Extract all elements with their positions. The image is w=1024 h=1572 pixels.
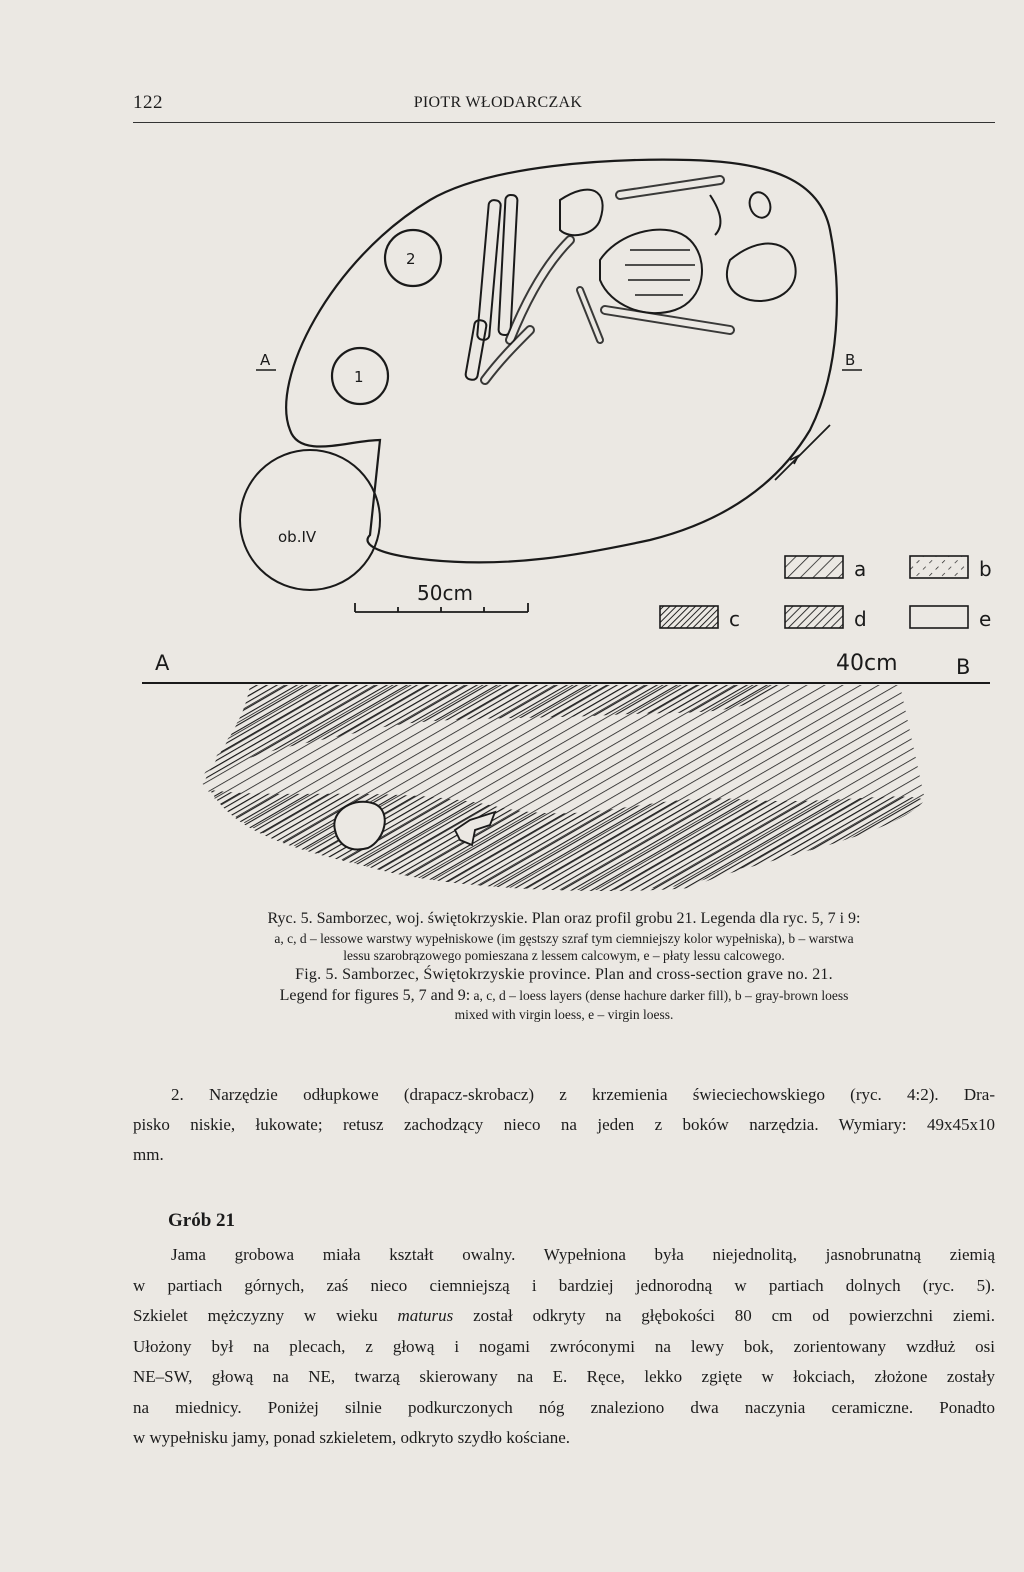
legend-label-a: a bbox=[854, 557, 867, 581]
grave-description bbox=[133, 1240, 995, 1454]
page-number: 122 bbox=[133, 92, 163, 113]
grave-line3-term: maturus bbox=[397, 1306, 454, 1325]
grave-line4: Ułożony był na plecach, z głową i nogami zwróconymi na lewy bok, zorientowany wzdłuż osi bbox=[133, 1336, 995, 1356]
feature-ob-iv bbox=[240, 450, 380, 590]
page-header bbox=[133, 92, 995, 123]
running-head-text: PIOTR WŁODARCZAK bbox=[413, 94, 583, 111]
grave-plan-figure bbox=[130, 140, 1000, 900]
grave-line3-b: został odkryty na głębokości 80 cm od powierzchni ziemi. bbox=[453, 1306, 995, 1325]
legend-label-b: b bbox=[979, 557, 992, 581]
profile-scale-label: 40cm bbox=[836, 651, 898, 676]
legend-swatch-e bbox=[910, 606, 968, 628]
plan-scale-label: 50cm bbox=[417, 581, 473, 605]
running-head bbox=[133, 94, 995, 112]
grave-line5: NE–SW, głową na NE, twarzą skierowany na E. Ręce, lekko zgięte w łokciach, złożone zostały bbox=[133, 1367, 995, 1386]
skeleton-drawing bbox=[465, 180, 796, 381]
grave-line7: w wypełnisku jamy, ponad szkieletem, odkryto szydło kościane. bbox=[133, 1428, 571, 1447]
caption-en-line2-rest: a, c, d – loess layers (dense hachure darker fill), b – gray-brown loess bbox=[470, 987, 849, 1003]
grave-line1: Jama grobowa miała kształt owalny. Wypełniona była niejednolitą, jasnobrunatną ziemią bbox=[171, 1245, 995, 1264]
grave-line2: w partiach górnych, zaś nieco ciemniejszą i bardziej jednorodną w partiach dolnych (ryc. 5). bbox=[133, 1275, 995, 1295]
legend-swatch-a bbox=[785, 556, 843, 578]
grave-line3 bbox=[133, 1301, 995, 1332]
legend-swatch-d bbox=[785, 606, 843, 628]
caption-pl-line1: Ryc. 5. Samborzec, woj. świętokrzyskie. Plan oraz profil grobu 21. Legenda dla ryc. 5, 7 i 9: bbox=[267, 910, 861, 927]
profile-label-b: B bbox=[956, 655, 971, 679]
legend-label-e: e bbox=[979, 607, 992, 631]
legend-label-d: d bbox=[854, 607, 867, 631]
figure-caption bbox=[134, 909, 994, 1024]
caption-pl-line3: lessu szarobrązowego pomieszana z lessem calcowym, e – płaty lessu calcowego. bbox=[343, 948, 785, 964]
grave-pit-outline bbox=[286, 160, 837, 563]
caption-en-line2-lead: Legend for figures 5, 7 and 9: bbox=[279, 986, 471, 1004]
legend-label-c: c bbox=[729, 607, 740, 631]
section-title: Grób 21 bbox=[168, 1210, 236, 1231]
vessel-1-label: 1 bbox=[354, 368, 364, 386]
grave-line6: na miednicy. Poniżej silnie podkurczonych nóg znaleziono dwa naczynia ceramiczne. Ponadto bbox=[133, 1397, 995, 1417]
vessel-2-label: 2 bbox=[406, 250, 416, 268]
caption-en-line3: mixed with virgin loess, e – virgin loess. bbox=[454, 1007, 674, 1023]
section-label-b-plan: B bbox=[845, 351, 856, 369]
legend-swatch-c bbox=[660, 606, 718, 628]
legend bbox=[660, 556, 968, 628]
north-arrow-icon bbox=[775, 425, 830, 480]
caption-en-line2 bbox=[134, 986, 994, 1007]
artifact-line1: 2. Narzędzie odłupkowe (drapacz-skrobacz) z krzemienia świeciechowskiego (ryc. 4:2). Dra- bbox=[171, 1085, 995, 1104]
legend-swatch-b bbox=[910, 556, 968, 578]
artifact-line3: mm. bbox=[133, 1145, 164, 1164]
grave-line3-a: Szkielet mężczyzny w wieku bbox=[133, 1306, 398, 1325]
section-label-a-plan: A bbox=[260, 351, 271, 369]
artifact-description bbox=[133, 1080, 995, 1170]
caption-en-line1: Fig. 5. Samborzec, Świętokrzyskie province. Plan and cross-section grave no. 21. bbox=[295, 965, 833, 983]
feature-label: ob.IV bbox=[278, 528, 317, 546]
caption-pl-line2: a, c, d – lessowe warstwy wypełniskowe (im gęstszy szraf tym ciemniejszy kolor wypełniska), b – warstwa bbox=[274, 930, 854, 946]
artifact-line2: pisko niskie, łukowate; retusz zachodzący nieco na jeden z boków narzędzia. Wymiary: 49x45x10 bbox=[133, 1115, 995, 1134]
profile-label-a: A bbox=[155, 651, 170, 675]
